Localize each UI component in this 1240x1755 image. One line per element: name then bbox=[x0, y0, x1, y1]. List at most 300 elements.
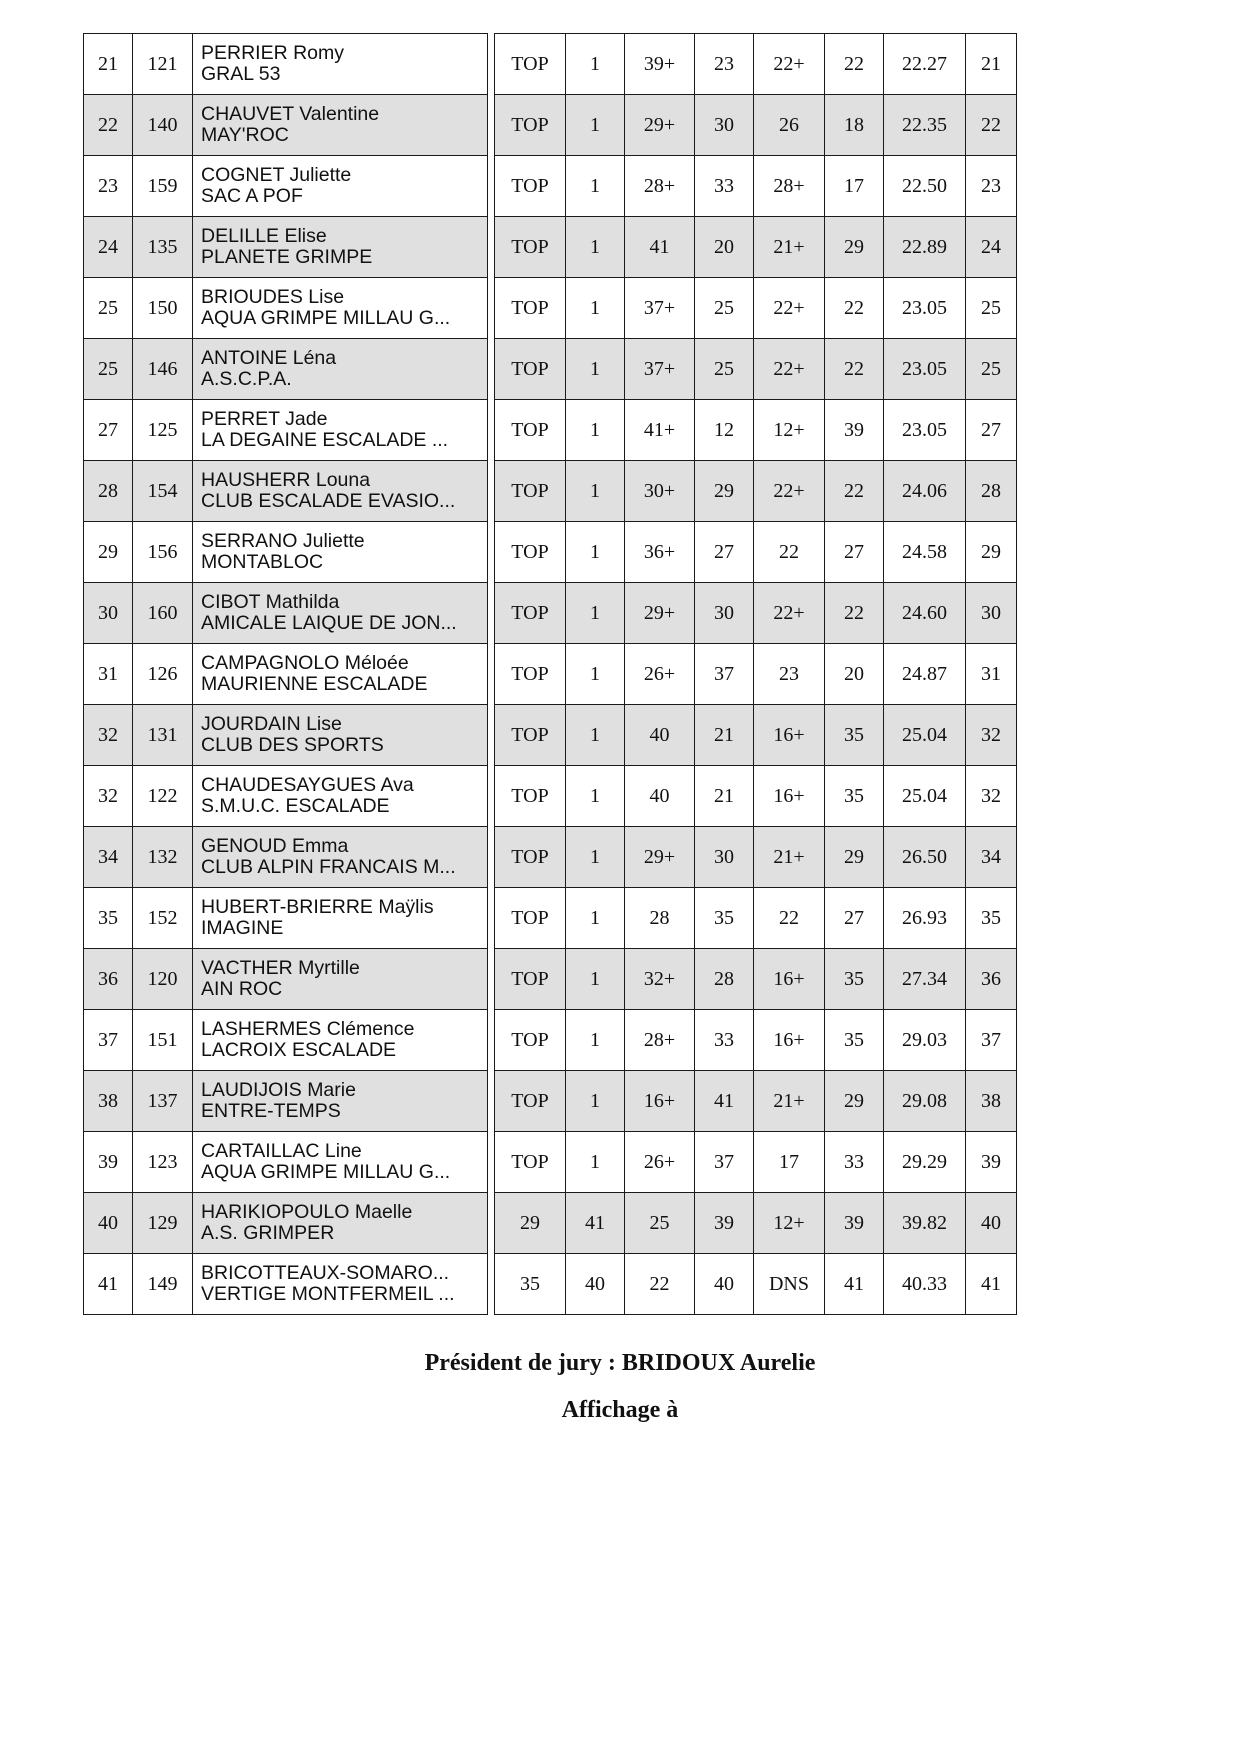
score-col-4: 41 bbox=[695, 1071, 754, 1132]
score-col-6: 35 bbox=[825, 766, 884, 827]
competitor-row bbox=[84, 705, 488, 766]
rank-cell: 36 bbox=[84, 949, 133, 1010]
score-col-2: 1 bbox=[566, 522, 625, 583]
score-col-4: 27 bbox=[695, 522, 754, 583]
competitor-club: MAURIENNE ESCALADE bbox=[201, 673, 428, 695]
rank-cell: 40 bbox=[84, 1193, 133, 1254]
score-col-3: 37+ bbox=[625, 278, 695, 339]
bib-cell: 140 bbox=[133, 95, 193, 156]
competitor-row bbox=[84, 34, 488, 95]
competitor-row bbox=[84, 888, 488, 949]
competitor-club: ENTRE-TEMPS bbox=[201, 1100, 341, 1122]
competitor-name: BRIOUDES Lise bbox=[201, 286, 345, 308]
competitor-name: VACTHER Myrtille bbox=[201, 957, 360, 979]
score-col-2: 1 bbox=[566, 766, 625, 827]
score-col-5: 21+ bbox=[754, 1071, 825, 1132]
bib-cell: 122 bbox=[133, 766, 193, 827]
score-col-2: 40 bbox=[566, 1254, 625, 1315]
score-col-1: TOP bbox=[495, 705, 566, 766]
score-col-2: 1 bbox=[566, 644, 625, 705]
competitor-name: CARTAILLAC Line bbox=[201, 1140, 362, 1162]
name-club-cell bbox=[193, 1254, 488, 1315]
score-col-1: TOP bbox=[495, 156, 566, 217]
score-rank: 29 bbox=[966, 522, 1017, 583]
score-col-4: 28 bbox=[695, 949, 754, 1010]
score-col-3: 30+ bbox=[625, 461, 695, 522]
bib-cell: 129 bbox=[133, 1193, 193, 1254]
score-col-3: 40 bbox=[625, 705, 695, 766]
competitor-row bbox=[84, 644, 488, 705]
rank-cell: 25 bbox=[84, 339, 133, 400]
score-col-1: TOP bbox=[495, 461, 566, 522]
score-col-1: TOP bbox=[495, 644, 566, 705]
score-col-5: 16+ bbox=[754, 949, 825, 1010]
score-col-1: TOP bbox=[495, 888, 566, 949]
score-total: 39.82 bbox=[884, 1193, 966, 1254]
competitor-club: MAY'ROC bbox=[201, 124, 289, 146]
competitor-row bbox=[84, 583, 488, 644]
score-col-4: 37 bbox=[695, 644, 754, 705]
score-col-5: 22 bbox=[754, 522, 825, 583]
score-col-5: 16+ bbox=[754, 1010, 825, 1071]
score-col-4: 29 bbox=[695, 461, 754, 522]
score-col-2: 1 bbox=[566, 1010, 625, 1071]
score-total: 22.27 bbox=[884, 34, 966, 95]
bib-cell: 152 bbox=[133, 888, 193, 949]
competitor-row bbox=[84, 1254, 488, 1315]
score-row bbox=[495, 1010, 1017, 1071]
score-rank: 32 bbox=[966, 705, 1017, 766]
competitor-club: A.S. GRIMPER bbox=[201, 1222, 335, 1244]
name-club-cell bbox=[193, 1010, 488, 1071]
score-rank: 24 bbox=[966, 217, 1017, 278]
score-col-5: 12+ bbox=[754, 1193, 825, 1254]
score-col-6: 29 bbox=[825, 827, 884, 888]
score-row bbox=[495, 705, 1017, 766]
competitor-row bbox=[84, 461, 488, 522]
competitor-name: PERRIER Romy bbox=[201, 42, 345, 64]
competitor-club: IMAGINE bbox=[201, 917, 284, 939]
competitor-table bbox=[83, 33, 488, 1315]
rank-cell: 22 bbox=[84, 95, 133, 156]
rank-cell: 39 bbox=[84, 1132, 133, 1193]
score-rank: 36 bbox=[966, 949, 1017, 1010]
score-row bbox=[495, 156, 1017, 217]
rank-cell: 34 bbox=[84, 827, 133, 888]
score-col-3: 40 bbox=[625, 766, 695, 827]
competitor-club: S.M.U.C. ESCALADE bbox=[201, 795, 390, 817]
competitor-name: SERRANO Juliette bbox=[201, 530, 365, 552]
name-club-cell bbox=[193, 34, 488, 95]
name-club-cell bbox=[193, 400, 488, 461]
score-col-1: TOP bbox=[495, 278, 566, 339]
score-col-4: 25 bbox=[695, 339, 754, 400]
score-total: 24.87 bbox=[884, 644, 966, 705]
score-col-5: 17 bbox=[754, 1132, 825, 1193]
score-col-2: 1 bbox=[566, 34, 625, 95]
score-col-6: 27 bbox=[825, 522, 884, 583]
score-row bbox=[495, 95, 1017, 156]
score-col-3: 41 bbox=[625, 217, 695, 278]
score-row bbox=[495, 278, 1017, 339]
competitor-club: AQUA GRIMPE MILLAU G... bbox=[201, 1161, 451, 1183]
score-col-4: 21 bbox=[695, 766, 754, 827]
score-col-6: 18 bbox=[825, 95, 884, 156]
score-total: 25.04 bbox=[884, 766, 966, 827]
jury-president: Président de jury : BRIDOUX Aurelie bbox=[424, 1350, 816, 1376]
score-total: 25.04 bbox=[884, 705, 966, 766]
bib-cell: 123 bbox=[133, 1132, 193, 1193]
score-col-1: TOP bbox=[495, 217, 566, 278]
competitor-club: GRAL 53 bbox=[201, 63, 281, 85]
competitor-row bbox=[84, 766, 488, 827]
competitor-club: PLANETE GRIMPE bbox=[201, 246, 373, 268]
score-col-1: TOP bbox=[495, 34, 566, 95]
score-row bbox=[495, 766, 1017, 827]
competitor-row bbox=[84, 1132, 488, 1193]
score-col-4: 40 bbox=[695, 1254, 754, 1315]
score-rank: 30 bbox=[966, 583, 1017, 644]
bib-cell: 131 bbox=[133, 705, 193, 766]
competitor-row bbox=[84, 522, 488, 583]
name-club-cell bbox=[193, 1071, 488, 1132]
score-col-1: TOP bbox=[495, 1132, 566, 1193]
score-col-3: 39+ bbox=[625, 34, 695, 95]
rank-cell: 24 bbox=[84, 217, 133, 278]
scores-table bbox=[494, 33, 1017, 1315]
score-col-5: 12+ bbox=[754, 400, 825, 461]
score-rank: 32 bbox=[966, 766, 1017, 827]
score-col-4: 12 bbox=[695, 400, 754, 461]
score-col-3: 28+ bbox=[625, 156, 695, 217]
score-col-1: TOP bbox=[495, 339, 566, 400]
rank-cell: 35 bbox=[84, 888, 133, 949]
score-rank: 25 bbox=[966, 278, 1017, 339]
bib-cell: 146 bbox=[133, 339, 193, 400]
score-col-5: 21+ bbox=[754, 217, 825, 278]
score-col-4: 21 bbox=[695, 705, 754, 766]
score-col-5: DNS bbox=[754, 1254, 825, 1315]
score-rank: 35 bbox=[966, 888, 1017, 949]
competitor-club: AQUA GRIMPE MILLAU G... bbox=[201, 307, 451, 329]
score-col-6: 39 bbox=[825, 400, 884, 461]
bib-cell: 154 bbox=[133, 461, 193, 522]
score-rank: 21 bbox=[966, 34, 1017, 95]
bib-cell: 149 bbox=[133, 1254, 193, 1315]
bib-cell: 160 bbox=[133, 583, 193, 644]
bib-cell: 151 bbox=[133, 1010, 193, 1071]
competitor-club: CLUB ALPIN FRANCAIS M... bbox=[201, 856, 456, 878]
competitor-club: MONTABLOC bbox=[201, 551, 324, 573]
rank-cell: 29 bbox=[84, 522, 133, 583]
score-total: 24.60 bbox=[884, 583, 966, 644]
score-col-4: 35 bbox=[695, 888, 754, 949]
score-col-4: 30 bbox=[695, 827, 754, 888]
competitor-name: CAMPAGNOLO Méloée bbox=[201, 652, 409, 674]
score-col-4: 25 bbox=[695, 278, 754, 339]
bib-cell: 121 bbox=[133, 34, 193, 95]
name-club-cell bbox=[193, 766, 488, 827]
score-row bbox=[495, 339, 1017, 400]
score-col-1: TOP bbox=[495, 766, 566, 827]
competitor-name: HAUSHERR Louna bbox=[201, 469, 371, 491]
score-col-3: 25 bbox=[625, 1193, 695, 1254]
score-col-6: 22 bbox=[825, 461, 884, 522]
score-col-1: 35 bbox=[495, 1254, 566, 1315]
score-rank: 27 bbox=[966, 400, 1017, 461]
score-total: 27.34 bbox=[884, 949, 966, 1010]
bib-cell: 135 bbox=[133, 217, 193, 278]
score-col-6: 20 bbox=[825, 644, 884, 705]
score-col-4: 30 bbox=[695, 583, 754, 644]
rank-cell: 38 bbox=[84, 1071, 133, 1132]
competitor-name: ANTOINE Léna bbox=[201, 347, 337, 369]
score-col-3: 28 bbox=[625, 888, 695, 949]
score-col-2: 1 bbox=[566, 339, 625, 400]
score-col-6: 41 bbox=[825, 1254, 884, 1315]
competitor-name: CIBOT Mathilda bbox=[201, 591, 340, 613]
name-club-cell bbox=[193, 461, 488, 522]
competitor-name: GENOUD Emma bbox=[201, 835, 349, 857]
score-rank: 41 bbox=[966, 1254, 1017, 1315]
score-col-6: 35 bbox=[825, 949, 884, 1010]
score-rank: 38 bbox=[966, 1071, 1017, 1132]
name-club-cell bbox=[193, 522, 488, 583]
bib-cell: 120 bbox=[133, 949, 193, 1010]
score-row bbox=[495, 400, 1017, 461]
score-rank: 31 bbox=[966, 644, 1017, 705]
score-col-1: TOP bbox=[495, 522, 566, 583]
score-total: 23.05 bbox=[884, 278, 966, 339]
rank-cell: 25 bbox=[84, 278, 133, 339]
score-col-1: TOP bbox=[495, 827, 566, 888]
score-col-6: 35 bbox=[825, 1010, 884, 1071]
score-col-2: 1 bbox=[566, 705, 625, 766]
score-row bbox=[495, 217, 1017, 278]
score-total: 23.05 bbox=[884, 339, 966, 400]
score-row bbox=[495, 461, 1017, 522]
name-club-cell bbox=[193, 583, 488, 644]
score-col-5: 22+ bbox=[754, 34, 825, 95]
bib-cell: 156 bbox=[133, 522, 193, 583]
name-club-cell bbox=[193, 339, 488, 400]
score-col-6: 17 bbox=[825, 156, 884, 217]
score-col-6: 39 bbox=[825, 1193, 884, 1254]
competitor-club: A.S.C.P.A. bbox=[201, 368, 292, 390]
score-col-5: 22+ bbox=[754, 583, 825, 644]
score-col-6: 33 bbox=[825, 1132, 884, 1193]
score-total: 23.05 bbox=[884, 400, 966, 461]
competitor-row bbox=[84, 1071, 488, 1132]
competitor-club: AIN ROC bbox=[201, 978, 283, 1000]
competitor-club: LA DEGAINE ESCALADE ... bbox=[201, 429, 449, 451]
score-rank: 39 bbox=[966, 1132, 1017, 1193]
name-club-cell bbox=[193, 949, 488, 1010]
score-row bbox=[495, 644, 1017, 705]
score-col-4: 30 bbox=[695, 95, 754, 156]
bib-cell: 159 bbox=[133, 156, 193, 217]
score-col-2: 1 bbox=[566, 949, 625, 1010]
name-club-cell bbox=[193, 644, 488, 705]
score-rank: 40 bbox=[966, 1193, 1017, 1254]
score-col-6: 22 bbox=[825, 34, 884, 95]
score-total: 29.08 bbox=[884, 1071, 966, 1132]
name-club-cell bbox=[193, 156, 488, 217]
competitor-club: CLUB ESCALADE EVASIO... bbox=[201, 490, 456, 512]
score-col-4: 37 bbox=[695, 1132, 754, 1193]
score-rank: 37 bbox=[966, 1010, 1017, 1071]
score-col-6: 35 bbox=[825, 705, 884, 766]
score-total: 22.89 bbox=[884, 217, 966, 278]
competitor-row bbox=[84, 217, 488, 278]
score-rank: 25 bbox=[966, 339, 1017, 400]
score-rank: 23 bbox=[966, 156, 1017, 217]
score-row bbox=[495, 888, 1017, 949]
score-col-2: 1 bbox=[566, 583, 625, 644]
score-col-1: TOP bbox=[495, 583, 566, 644]
score-row bbox=[495, 827, 1017, 888]
rank-cell: 27 bbox=[84, 400, 133, 461]
score-col-3: 32+ bbox=[625, 949, 695, 1010]
score-total: 26.50 bbox=[884, 827, 966, 888]
score-row bbox=[495, 583, 1017, 644]
score-col-1: TOP bbox=[495, 1071, 566, 1132]
score-col-5: 22 bbox=[754, 888, 825, 949]
competitor-name: LASHERMES Clémence bbox=[201, 1018, 415, 1040]
score-col-4: 39 bbox=[695, 1193, 754, 1254]
score-col-3: 29+ bbox=[625, 827, 695, 888]
score-col-1: TOP bbox=[495, 1010, 566, 1071]
results-tables bbox=[83, 33, 1017, 1315]
score-col-3: 29+ bbox=[625, 583, 695, 644]
competitor-club: SAC A POF bbox=[201, 185, 303, 207]
score-col-1: TOP bbox=[495, 949, 566, 1010]
name-club-cell bbox=[193, 217, 488, 278]
rank-cell: 30 bbox=[84, 583, 133, 644]
score-col-2: 1 bbox=[566, 827, 625, 888]
name-club-cell bbox=[193, 1132, 488, 1193]
score-col-3: 26+ bbox=[625, 644, 695, 705]
rank-cell: 21 bbox=[84, 34, 133, 95]
rank-cell: 23 bbox=[84, 156, 133, 217]
competitor-name: CHAUDESAYGUES Ava bbox=[201, 774, 414, 796]
competitor-club: LACROIX ESCALADE bbox=[201, 1039, 397, 1061]
score-col-6: 22 bbox=[825, 583, 884, 644]
score-row bbox=[495, 522, 1017, 583]
score-col-6: 22 bbox=[825, 339, 884, 400]
score-col-3: 41+ bbox=[625, 400, 695, 461]
competitor-name: JOURDAIN Lise bbox=[201, 713, 342, 735]
score-col-5: 21+ bbox=[754, 827, 825, 888]
score-col-6: 27 bbox=[825, 888, 884, 949]
competitor-name: DELILLE Elise bbox=[201, 225, 327, 247]
name-club-cell bbox=[193, 827, 488, 888]
competitor-name: COGNET Juliette bbox=[201, 164, 352, 186]
competitor-row bbox=[84, 400, 488, 461]
score-col-5: 28+ bbox=[754, 156, 825, 217]
competitor-name: HARIKIOPOULO Maelle bbox=[201, 1201, 413, 1223]
score-col-5: 22+ bbox=[754, 461, 825, 522]
competitor-club: AMICALE LAIQUE DE JON... bbox=[201, 612, 457, 634]
score-col-3: 29+ bbox=[625, 95, 695, 156]
bib-cell: 137 bbox=[133, 1071, 193, 1132]
score-total: 24.58 bbox=[884, 522, 966, 583]
competitor-row bbox=[84, 1193, 488, 1254]
competitor-name: CHAUVET Valentine bbox=[201, 103, 380, 125]
rank-cell: 37 bbox=[84, 1010, 133, 1071]
score-row bbox=[495, 1132, 1017, 1193]
name-club-cell bbox=[193, 888, 488, 949]
score-col-2: 1 bbox=[566, 1071, 625, 1132]
score-rank: 28 bbox=[966, 461, 1017, 522]
score-col-1: TOP bbox=[495, 95, 566, 156]
rank-cell: 32 bbox=[84, 705, 133, 766]
competitor-row bbox=[84, 827, 488, 888]
score-col-4: 33 bbox=[695, 1010, 754, 1071]
name-club-cell bbox=[193, 705, 488, 766]
score-row bbox=[495, 949, 1017, 1010]
name-club-cell bbox=[193, 1193, 488, 1254]
score-col-1: 29 bbox=[495, 1193, 566, 1254]
score-col-2: 41 bbox=[566, 1193, 625, 1254]
score-col-2: 1 bbox=[566, 461, 625, 522]
competitor-name: LAUDIJOIS Marie bbox=[201, 1079, 356, 1101]
competitor-row bbox=[84, 949, 488, 1010]
name-club-cell bbox=[193, 95, 488, 156]
score-col-6: 29 bbox=[825, 217, 884, 278]
score-col-5: 16+ bbox=[754, 766, 825, 827]
bib-cell: 132 bbox=[133, 827, 193, 888]
rank-cell: 32 bbox=[84, 766, 133, 827]
competitor-name: HUBERT-BRIERRE Maÿlis bbox=[201, 896, 434, 918]
competitor-row bbox=[84, 95, 488, 156]
score-col-5: 22+ bbox=[754, 339, 825, 400]
score-col-4: 20 bbox=[695, 217, 754, 278]
score-col-2: 1 bbox=[566, 400, 625, 461]
score-col-1: TOP bbox=[495, 400, 566, 461]
rank-cell: 31 bbox=[84, 644, 133, 705]
score-total: 29.03 bbox=[884, 1010, 966, 1071]
score-col-2: 1 bbox=[566, 1132, 625, 1193]
score-total: 22.35 bbox=[884, 95, 966, 156]
bib-cell: 150 bbox=[133, 278, 193, 339]
score-col-3: 28+ bbox=[625, 1010, 695, 1071]
competitor-club: CLUB DES SPORTS bbox=[201, 734, 384, 756]
score-col-2: 1 bbox=[566, 217, 625, 278]
score-col-6: 22 bbox=[825, 278, 884, 339]
competitor-row bbox=[84, 1010, 488, 1071]
score-col-2: 1 bbox=[566, 95, 625, 156]
name-club-cell bbox=[193, 278, 488, 339]
score-col-2: 1 bbox=[566, 278, 625, 339]
score-total: 24.06 bbox=[884, 461, 966, 522]
score-col-6: 29 bbox=[825, 1071, 884, 1132]
score-total: 26.93 bbox=[884, 888, 966, 949]
score-row bbox=[495, 34, 1017, 95]
competitor-row bbox=[84, 156, 488, 217]
score-col-3: 22 bbox=[625, 1254, 695, 1315]
score-col-4: 33 bbox=[695, 156, 754, 217]
score-rank: 22 bbox=[966, 95, 1017, 156]
score-total: 22.50 bbox=[884, 156, 966, 217]
competitor-name: PERRET Jade bbox=[201, 408, 328, 430]
bib-cell: 126 bbox=[133, 644, 193, 705]
score-col-3: 16+ bbox=[625, 1071, 695, 1132]
score-col-3: 36+ bbox=[625, 522, 695, 583]
score-col-5: 26 bbox=[754, 95, 825, 156]
score-row bbox=[495, 1254, 1017, 1315]
score-col-5: 23 bbox=[754, 644, 825, 705]
